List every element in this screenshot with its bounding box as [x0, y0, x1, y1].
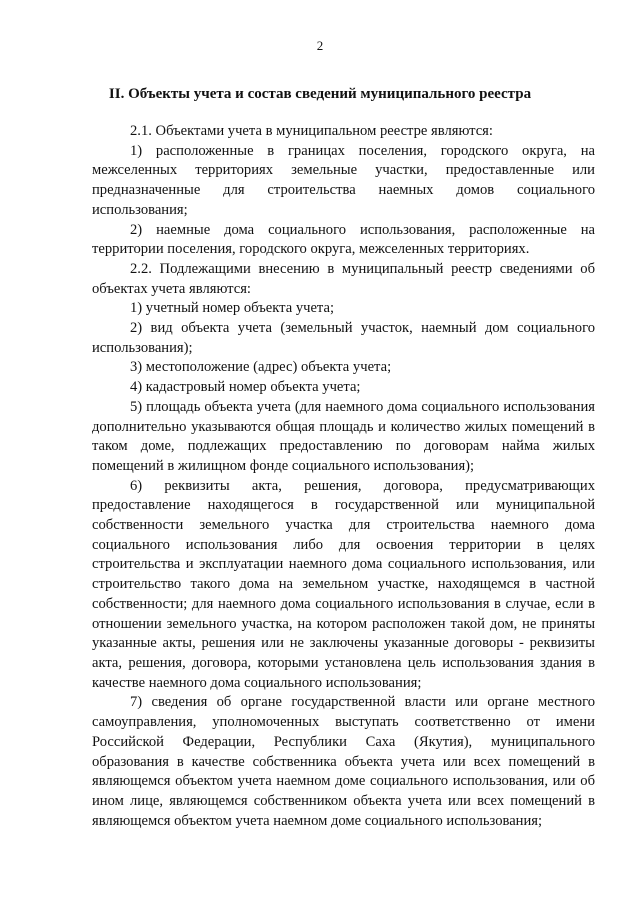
document-body — [92, 122, 595, 831]
paragraph-2-2-item-5: 5) площадь объекта учета (для наемного дома социального использования дополнительно указываются общая площадь и количество жилых помещений в таком доме, подлежащих предоставлению по договорам найма жилых помещений в жилищном фонде социального использования); — [92, 398, 595, 474]
paragraph-2-1-item-1: 1) расположенные в границах поселения, городского округа, на межселенных территориях земельные участки, предоставленные или предназначенные для строительства наемных домов социального использования; — [92, 142, 595, 218]
paragraph-2-2-item-4: 4) кадастровый номер объекта учета; — [130, 379, 361, 396]
paragraph-2-2: 2.2. Подлежащими внесению в муниципальный реестр сведениями об объектах учета являются: — [92, 260, 595, 297]
page-number: 2 — [316, 38, 324, 53]
paragraph-2-2-item-3: 3) местоположение (адрес) объекта учета; — [130, 359, 392, 376]
paragraph-2-2-item-1: 1) учетный номер объекта учета; — [130, 300, 335, 317]
paragraph-2-2-item-7: 7) сведения об органе государственной власти или органе местного самоуправления, уполномоченных выступать соответственно от имени Российской Федерации, Республики Саха (Якутия), муниципального образования в качестве собственника объекта учета или всех помещений в являющемся объектом учета наемном доме социального использования, или об ином лице, являющемся собственником объекта учета или всех помещений в являющемся объектом учета наемном доме социального использования; — [92, 694, 595, 829]
paragraph-2-1-item-2: 2) наемные дома социального использования, расположенные на территории поселения, городского округа, межселенных территориях. — [92, 221, 595, 258]
paragraph-2-1: 2.1. Объектами учета в муниципальном реестре являются: — [130, 123, 493, 139]
paragraph-2-2-item-6: 6) реквизиты акта, решения, договора, предусматривающих предоставление находящегося в государственной или муниципальной собственности земельного участка для строительства наемного дома социального использования либо для освоения территории в целях строительства и эксплуатации наемного дома социального использования, или строительство такого дома на земельном участке, находящемся в частной собственности; для наемного дома социального использования в случае, если в отношении земельного участка, на котором расположен такой дом, не приняты указанные акты, решения или не заключены указанные договоры - реквизиты акта, решения, договора, которыми установлена цель использования здания в качестве наемного дома социального использования; — [92, 477, 595, 691]
section-title: II. Объекты учета и состав сведений муниципального реестра — [108, 86, 532, 102]
paragraph-2-2-item-2: 2) вид объекта учета (земельный участок, наемный дом социального использования); — [92, 320, 595, 356]
